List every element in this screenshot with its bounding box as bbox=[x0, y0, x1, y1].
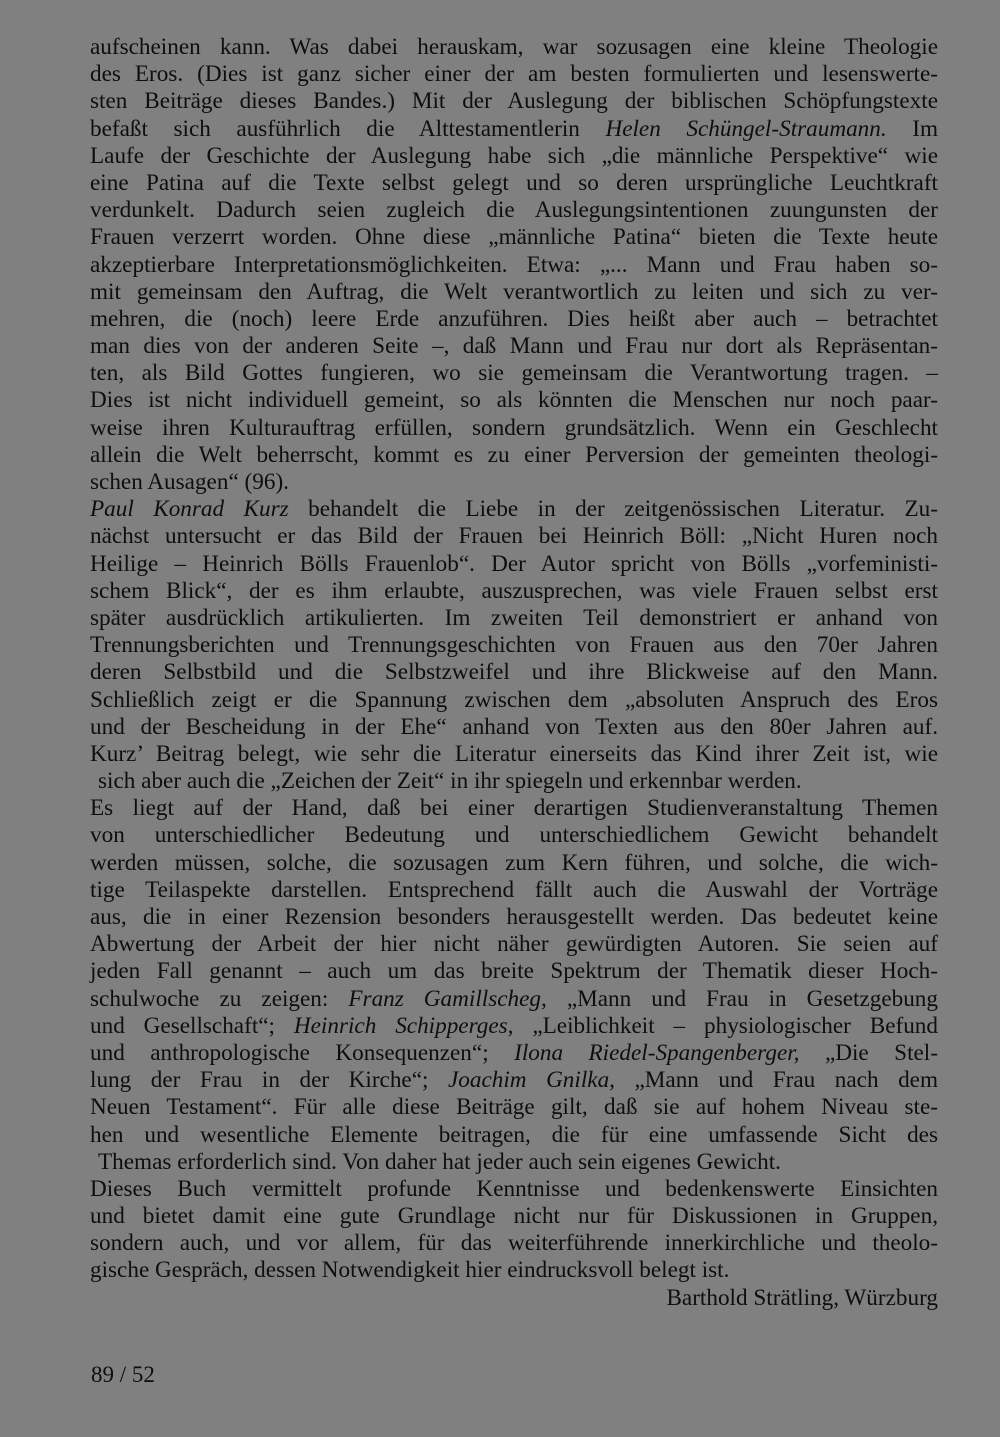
text-segment: Dieses Buch vermittelt profunde Kenntnisse und bedenkenswerte Einsichten bbox=[90, 1175, 938, 1202]
author-name: Heinrich Schipperges, bbox=[293, 1012, 514, 1039]
text-segment: schulwoche zu zeigen: bbox=[90, 985, 349, 1012]
text-line bbox=[90, 523, 938, 550]
text-line bbox=[90, 632, 938, 659]
text-line bbox=[90, 88, 938, 115]
text-segment: sondern auch, und vor allem, für das weiterführende innerkirchliche und theolo- bbox=[90, 1230, 938, 1257]
text-line bbox=[90, 333, 938, 360]
text-line bbox=[90, 986, 938, 1013]
text-segment: von unterschiedlicher Bedeutung und unterschiedlichem Gewicht behandelt bbox=[90, 822, 938, 849]
text-segment: akzeptierbare Interpretationsmöglichkeiten. Etwa: „... Mann und Frau haben so- bbox=[90, 251, 938, 278]
text-segment: verdunkelt. Dadurch seien zugleich die Auslegungsintentionen zuungunsten der bbox=[90, 197, 938, 224]
text-segment: Abwertung der Arbeit der hier nicht näher gewürdigten Autoren. Sie seien auf bbox=[90, 931, 938, 958]
text-segment: und anthropologische Konsequenzen“; bbox=[90, 1039, 515, 1066]
text-segment: Schließlich zeigt er die Spannung zwischen dem „absoluten Anspruch des Eros bbox=[90, 686, 938, 713]
author-name: Ilona Riedel-Spangenberger, bbox=[514, 1039, 800, 1066]
text-segment: Barthold Strätling, Würzburg bbox=[666, 1284, 938, 1311]
text-segment: tige Teilaspekte darstellen. Entsprechend fällt auch die Auswahl der Vorträge bbox=[90, 876, 938, 903]
text-segment: schem Blick“, der es ihm erlaubte, auszusprechen, was viele Frauen selbst erst bbox=[90, 577, 938, 604]
text-line bbox=[90, 741, 938, 768]
text-segment: schen Ausagen“ (96). bbox=[90, 469, 289, 495]
text-segment: befaßt sich ausführlich die Alttestamentlerin bbox=[90, 115, 606, 142]
text-line bbox=[90, 1067, 938, 1094]
text-segment: werden müssen, solche, die sozusagen zum Kern führen, und solche, die wich- bbox=[90, 849, 938, 876]
text-line bbox=[90, 170, 938, 197]
text-line bbox=[90, 1013, 938, 1040]
text-segment: und Gesellschaft“; bbox=[90, 1012, 294, 1039]
text-segment: Dies ist nicht individuell gemeint, so als könnten die Menschen nur noch paar- bbox=[90, 387, 938, 414]
text-line bbox=[90, 34, 938, 61]
text-segment: sten Beiträge dieses Bandes.) Mit der Auslegung der biblischen Schöpfungstexte bbox=[90, 88, 938, 115]
author-name: Helen Schüngel-Straumann. bbox=[605, 115, 887, 142]
text-line bbox=[90, 1149, 938, 1176]
text-segment: behandelt die Liebe in der zeitgenössischen Literatur. Zu- bbox=[288, 496, 939, 523]
text-line bbox=[90, 714, 938, 741]
text-segment: Laufe der Geschichte der Auslegung habe sich „die männliche Perspektive“ wie bbox=[90, 142, 938, 169]
text-line bbox=[90, 496, 938, 523]
text-segment: „Die Stel- bbox=[799, 1039, 938, 1066]
text-line bbox=[90, 1176, 938, 1203]
text-line bbox=[90, 415, 938, 442]
text-segment: lung der Frau in der Kirche“; bbox=[90, 1067, 448, 1094]
text-segment: eine Patina auf die Texte selbst gelegt und so deren ursprüngliche Leuchtkraft bbox=[90, 169, 938, 196]
text-segment: später ausdrücklich artikulierten. Im zweiten Teil demonstriert er anhand von bbox=[90, 604, 938, 631]
text-line bbox=[90, 1203, 938, 1230]
text-line bbox=[90, 1094, 938, 1121]
text-line bbox=[90, 1122, 938, 1149]
text-segment: gische Gespräch, dessen Notwendigkeit hier eindrucksvoll belegt ist. bbox=[90, 1257, 730, 1284]
text-line bbox=[90, 659, 938, 686]
author-name: Joachim Gnilka, bbox=[447, 1067, 615, 1094]
text-segment: mehren, die (noch) leere Erde anzuführen. Dies heißt aber auch – betrachtet bbox=[90, 305, 938, 332]
reviewer-signature bbox=[90, 1285, 938, 1312]
text-segment: aufscheinen kann. Was dabei herauskam, war sozusagen eine kleine Theologie bbox=[90, 34, 938, 60]
text-segment: hen und wesentliche Elemente beitragen, die für eine umfassende Sicht des bbox=[90, 1121, 938, 1148]
text-line bbox=[90, 360, 938, 387]
text-segment: jeden Fall genannt – auch um das breite Spektrum der Thematik dieser Hoch- bbox=[90, 958, 938, 985]
text-segment: ten, als Bild Gottes fungieren, wo sie gemeinsam die Verantwortung tragen. – bbox=[90, 360, 938, 387]
text-segment: Trennungsberichten und Trennungsgeschichten von Frauen aus den 70er Jahren bbox=[90, 632, 938, 659]
text-line bbox=[90, 387, 938, 414]
text-segment: man dies von der anderen Seite –, daß Mann und Frau nur dort als Repräsentan- bbox=[90, 333, 938, 360]
text-segment: Neuen Testament“. Für alle diese Beiträge gilt, daß sie auf hohem Niveau ste- bbox=[90, 1094, 938, 1121]
text-segment: „Mann und Frau nach dem bbox=[614, 1067, 938, 1094]
text-segment: „Leiblichkeit – physiologischer Befund bbox=[513, 1012, 938, 1039]
text-line bbox=[90, 687, 938, 714]
text-line bbox=[90, 877, 938, 904]
text-segment: Im bbox=[886, 115, 938, 142]
text-segment: aus, die in einer Rezension besonders herausgestellt werden. Das bedeutet keine bbox=[90, 904, 938, 930]
text-line bbox=[90, 551, 938, 578]
text-line bbox=[90, 252, 938, 279]
text-segment: allein die Welt beherrscht, kommt es zu einer Perversion der gemeinten theologi- bbox=[90, 441, 938, 468]
text-line bbox=[90, 578, 938, 605]
text-line bbox=[90, 931, 938, 958]
text-line bbox=[90, 958, 938, 985]
text-line bbox=[90, 1230, 938, 1257]
text-segment: weise ihren Kulturauftrag erfüllen, sondern grundsätzlich. Wenn ein Geschlecht bbox=[90, 414, 938, 441]
text-line bbox=[90, 605, 938, 632]
text-segment: nächst untersucht er das Bild der Frauen bei Heinrich Böll: „Nicht Huren noch bbox=[90, 523, 938, 550]
text-line bbox=[90, 822, 938, 849]
text-line bbox=[90, 116, 938, 143]
text-line bbox=[90, 442, 938, 469]
text-line bbox=[90, 197, 938, 224]
text-line bbox=[90, 904, 938, 931]
text-line bbox=[90, 1040, 938, 1067]
author-name: Paul Konrad Kurz bbox=[90, 496, 289, 523]
text-segment: sich aber auch die „Zeichen der Zeit“ in ihr spiegeln und erkennbar werden. bbox=[98, 768, 802, 795]
text-segment: des Eros. (Dies ist ganz sicher einer der am besten formulierten und lesenswerte- bbox=[90, 61, 938, 88]
text-line bbox=[90, 1257, 938, 1284]
text-segment: deren Selbstbild und die Selbstzweifel und ihre Blickweise auf den Mann. bbox=[90, 659, 938, 686]
text-line bbox=[90, 279, 938, 306]
text-segment: Es liegt auf der Hand, daß bei einer derartigen Studienveranstaltung Themen bbox=[90, 795, 938, 822]
text-line bbox=[90, 306, 938, 333]
text-segment: und der Bescheidung in der Ehe“ anhand von Texten aus den 80er Jahren auf. bbox=[90, 713, 938, 740]
text-line bbox=[90, 469, 938, 496]
text-line bbox=[90, 795, 938, 822]
text-segment: Heilige – Heinrich Bölls Frauenlob“. Der Autor spricht von Bölls „vorfeministi- bbox=[90, 550, 938, 577]
text-segment: mit gemeinsam den Auftrag, die Welt verantwortlich zu leiten und sich zu ver- bbox=[90, 278, 938, 305]
text-line bbox=[90, 850, 938, 877]
author-name: Franz Gamillscheg, bbox=[348, 985, 547, 1012]
text-segment: Frauen verzerrt worden. Ohne diese „männliche Patina“ bieten die Texte heute bbox=[90, 224, 938, 251]
text-line bbox=[90, 768, 938, 795]
text-line bbox=[90, 61, 938, 88]
review-body-text bbox=[90, 34, 938, 1312]
text-segment: und bietet damit eine gute Grundlage nicht nur für Diskussionen in Gruppen, bbox=[90, 1203, 938, 1230]
text-line bbox=[90, 143, 938, 170]
text-line bbox=[90, 224, 938, 251]
page-folio: 89 / 52 bbox=[91, 1362, 155, 1387]
text-segment: Themas erforderlich sind. Von daher hat jeder auch sein eigenes Gewicht. bbox=[98, 1148, 781, 1175]
text-segment: Kurz’ Beitrag belegt, wie sehr die Literatur einerseits das Kind ihrer Zeit ist, wie bbox=[90, 740, 938, 767]
text-segment: „Mann und Frau in Gesetzgebung bbox=[546, 985, 938, 1012]
